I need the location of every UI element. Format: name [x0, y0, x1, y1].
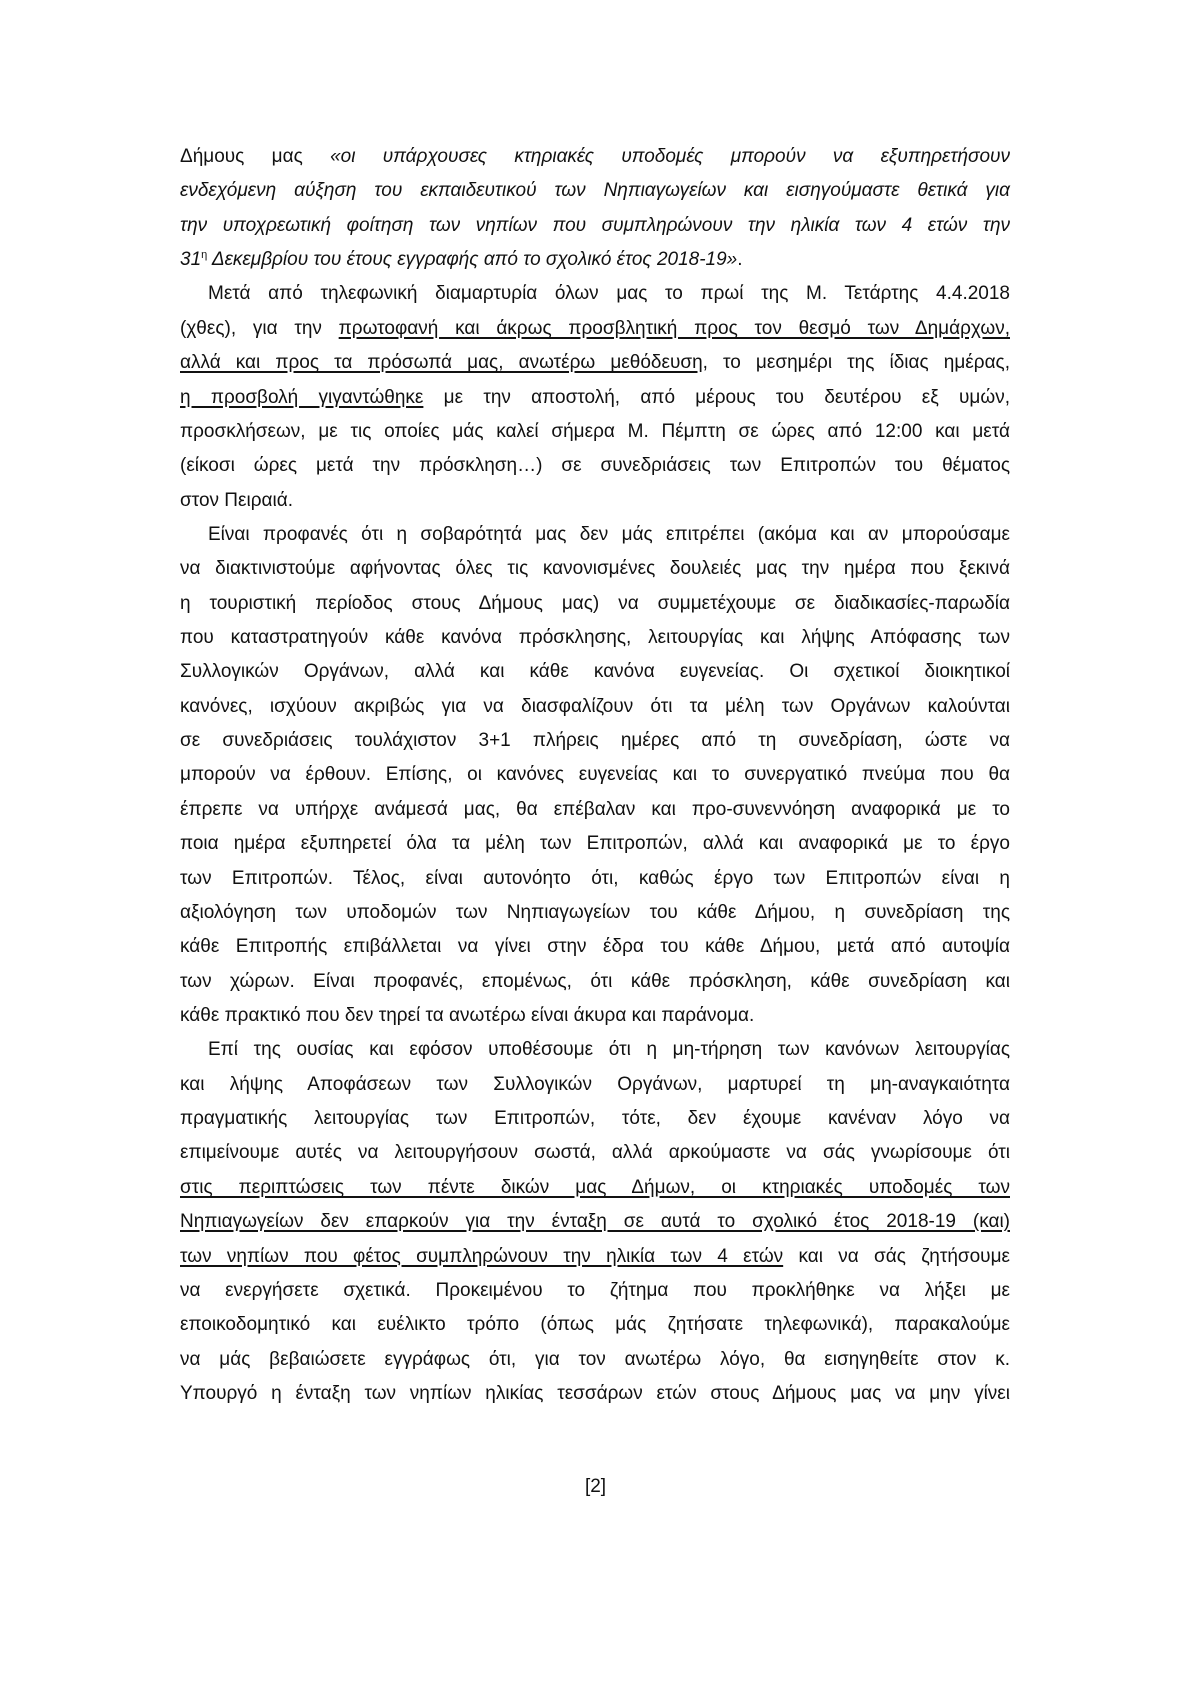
- line-content: [180, 415, 1010, 449]
- text-segment: κάθε Επιτροπής επιβάλλεται να γίνει στην έδρα του κάθε Δήμου, μετά από αυτοψία: [180, 936, 1010, 958]
- line-content: [180, 1033, 1010, 1067]
- text-line: [180, 587, 1010, 621]
- underlined-text: πρωτοφανή και άκρως προσβλητική προς τον θεσμό των Δημάρχων,: [338, 317, 1010, 339]
- italic-quote-text: ενδεχόμενη αύξηση του εκπαιδευτικού των Νηπιαγωγείων και εισηγούμαστε θετικά για: [180, 180, 1010, 202]
- line-content: [180, 1171, 1010, 1205]
- line-content: [180, 690, 1010, 724]
- text-segment: με την αποστολή, από μέρους του δευτέρου εξ υμών,: [423, 386, 1010, 408]
- italic-quote-text: Δεκεμβρίου του έτους εγγραφής από το σχολικό έτος 2018-19»: [207, 249, 738, 271]
- line-content: [180, 758, 1010, 792]
- paragraph: [180, 277, 1010, 518]
- text-line: [180, 552, 1010, 586]
- text-segment: επιμείνουμε αυτές να λειτουργήσουν σωστά, αλλά αρκούμαστε να σάς γνωρίσουμε ότι: [180, 1142, 1010, 1164]
- text-segment: (είκοσι ώρες μετά την πρόσκληση…) σε συνεδριάσεις των Επιτροπών του θέματος: [180, 455, 1010, 477]
- text-line: [180, 930, 1010, 964]
- underlined-text: η προσβολή γιγαντώθηκε: [180, 386, 424, 408]
- text-line: [180, 1308, 1010, 1342]
- text-segment: και να σάς ζητήσουμε: [783, 1245, 1010, 1267]
- line-content: [180, 346, 1010, 380]
- line-content: [180, 724, 1010, 758]
- text-line: [180, 965, 1010, 999]
- body-text: [180, 140, 1010, 1411]
- text-line: [180, 449, 1010, 483]
- line-content: [180, 587, 1010, 621]
- line-content: [180, 930, 1010, 964]
- line-content: [180, 1377, 1010, 1411]
- text-line: [180, 1205, 1010, 1239]
- line-content: [180, 621, 1010, 655]
- paragraph: [180, 1033, 1010, 1411]
- text-line: [180, 621, 1010, 655]
- underlined-text: αλλά και προς τα πρόσωπά μας, ανωτέρω μεθόδευση: [180, 352, 703, 374]
- text-line: [180, 415, 1010, 449]
- italic-quote-text: την υποχρεωτική φοίτηση των νηπίων που συμπληρώνουν την ηλικία των 4 ετών την: [180, 214, 1010, 236]
- line-content: [180, 827, 1010, 861]
- text-segment: στον Πειραιά.: [180, 489, 293, 511]
- text-line: [180, 1343, 1010, 1377]
- text-segment: προσκλήσεων, με τις οποίες μάς καλεί σήμερα Μ. Πέμπτη σε ώρες από 12:00 και μετά: [180, 420, 1010, 442]
- text-line: [180, 277, 1010, 311]
- page-number: [2]: [584, 1476, 607, 1497]
- text-line: [180, 827, 1010, 861]
- line-content: [180, 174, 1010, 208]
- line-content: [180, 862, 1010, 896]
- text-line: [180, 1171, 1010, 1205]
- paragraph: [180, 140, 1010, 277]
- line-content: [180, 209, 1010, 243]
- underlined-text: στις περιπτώσεις των πέντε δικών μας Δήμων, οι κτηριακές υποδομές των: [180, 1176, 1010, 1198]
- text-line: [180, 896, 1010, 930]
- text-line: [180, 1377, 1010, 1411]
- text-line: [180, 140, 1010, 174]
- paragraph: [180, 518, 1010, 1033]
- text-segment: να ενεργήσετε σχετικά. Προκειμένου το ζήτημα που προκλήθηκε να λήξει με: [180, 1279, 1010, 1301]
- text-segment: των χώρων. Είναι προφανές, επομένως, ότι κάθε πρόσκληση, κάθε συνεδρίαση και: [180, 970, 1010, 992]
- text-segment: Συλλογικών Οργάνων, αλλά και κάθε κανόνα ευγενείας. Οι σχετικοί διοικητικοί: [180, 661, 1010, 683]
- line-content: [180, 277, 1010, 311]
- text-segment: των Επιτροπών. Τέλος, είναι αυτονόητο ότι, καθώς έργο των Επιτροπών είναι η: [180, 867, 1010, 889]
- text-line: [180, 312, 1010, 346]
- text-segment: κανόνες, ισχύουν ακριβώς για να διασφαλίζουν ότι τα μέλη των Οργάνων καλούνται: [180, 695, 1010, 717]
- text-line: [180, 518, 1010, 552]
- line-content: [180, 1102, 1010, 1136]
- text-line: [180, 243, 1010, 277]
- line-content: [180, 243, 1010, 277]
- text-line: [180, 690, 1010, 724]
- line-content: [180, 552, 1010, 586]
- line-content: [180, 793, 1010, 827]
- line-content: [180, 518, 1010, 552]
- underlined-text: Νηπιαγωγείων δεν επαρκούν για την ένταξη σε αυτά το σχολικό έτος 2018-19 (και): [180, 1211, 1010, 1233]
- line-content: [180, 1136, 1010, 1170]
- text-line: [180, 793, 1010, 827]
- text-segment: και λήψης Αποφάσεων των Συλλογικών Οργάνων, μαρτυρεί τη μη-αναγκαιότητα: [180, 1073, 1010, 1095]
- italic-quote-text: 31: [180, 249, 202, 271]
- line-content: [180, 1343, 1010, 1377]
- line-content: [180, 1308, 1010, 1342]
- text-line: [180, 999, 1010, 1033]
- line-content: [180, 1205, 1010, 1239]
- text-segment: αξιολόγηση των υποδομών των Νηπιαγωγείων του κάθε Δήμου, η συνεδρίαση της: [180, 901, 1010, 923]
- text-line: [180, 1102, 1010, 1136]
- text-segment: .: [737, 249, 743, 271]
- text-line: [180, 655, 1010, 689]
- text-segment: σε συνεδριάσεις τουλάχιστον 3+1 πλήρεις ημέρες από τη συνεδρίαση, ώστε να: [180, 730, 1010, 752]
- text-segment: να μάς βεβαιώσετε εγγράφως ότι, για τον ανωτέρω λόγο, θα εισηγηθείτε στον κ.: [180, 1348, 1010, 1370]
- line-content: [180, 965, 1010, 999]
- text-line: [180, 381, 1010, 415]
- text-segment: έπρεπε να υπήρχε ανάμεσά μας, θα επέβαλαν και προ-συνεννόηση αναφορικά με το: [180, 798, 1010, 820]
- line-content: [180, 449, 1010, 483]
- text-segment: ποια ημέρα εξυπηρετεί όλα τα μέλη των Επιτροπών, αλλά και αναφορικά με το έργο: [180, 833, 1010, 855]
- line-content: [180, 999, 1010, 1033]
- line-content: [180, 381, 1010, 415]
- text-segment: κάθε πρακτικό που δεν τηρεί τα ανωτέρω είναι άκυρα και παράνομα.: [180, 1004, 755, 1026]
- text-segment: μπορούν να έρθουν. Επίσης, οι κανόνες ευγενείας και το συνεργατικό πνεύμα που θα: [180, 764, 1010, 786]
- text-line: [180, 724, 1010, 758]
- line-content: [180, 484, 1010, 518]
- text-line: [180, 1068, 1010, 1102]
- line-content: [180, 655, 1010, 689]
- text-segment: Επί της ουσίας και εφόσον υποθέσουμε ότι η μη-τήρηση των κανόνων λειτουργίας: [208, 1039, 1010, 1061]
- italic-quote-text: «οι υπάρχουσες κτηριακές υποδομές μπορούν να εξυπηρετήσουν: [330, 146, 1010, 167]
- line-content: [180, 1240, 1010, 1274]
- line-content: [180, 1068, 1010, 1102]
- text-line: [180, 484, 1010, 518]
- text-segment: η τουριστική περίοδος στους Δήμους μας) να συμμετέχουμε σε διαδικασίες-παρωδία: [180, 592, 1010, 614]
- text-segment: , το μεσημέρι της ίδιας ημέρας,: [702, 352, 1010, 374]
- text-line: [180, 1136, 1010, 1170]
- text-segment: πραγματικής λειτουργίας των Επιτροπών, τότε, δεν έχουμε κανέναν λόγο να: [180, 1108, 1010, 1130]
- underlined-text: των νηπίων που φέτος συμπληρώνουν την ηλικία των 4 ετών: [180, 1245, 784, 1267]
- text-segment: που καταστρατηγούν κάθε κανόνα πρόσκλησης, λειτουργίας και λήψης Απόφασης των: [180, 627, 1010, 649]
- text-line: [180, 758, 1010, 792]
- text-segment: να διακτινιστούμε αφήνοντας όλες τις κανονισμένες δουλειές μας την ημέρα που ξεκινά: [180, 558, 1010, 580]
- line-content: [180, 140, 1010, 174]
- text-segment: Είναι προφανές ότι η σοβαρότητά μας δεν μάς επιτρέπει (ακόμα και αν μπορούσαμε: [208, 523, 1010, 545]
- text-line: [180, 1240, 1010, 1274]
- text-line: [180, 174, 1010, 208]
- text-line: [180, 1274, 1010, 1308]
- text-segment: Υπουργό η ένταξη των νηπίων ηλικίας τεσσάρων ετών στους Δήμους μας να μην γίνει: [180, 1382, 1010, 1404]
- text-segment: Δήμους μας: [180, 146, 331, 167]
- text-segment: (χθες), για την: [180, 317, 339, 339]
- superscript-text: η: [201, 249, 208, 262]
- line-content: [180, 1274, 1010, 1308]
- text-line: [180, 862, 1010, 896]
- text-line: [180, 346, 1010, 380]
- line-content: [180, 312, 1010, 346]
- line-content: [180, 896, 1010, 930]
- text-line: [180, 209, 1010, 243]
- text-line: [180, 1033, 1010, 1067]
- text-segment: Μετά από τηλεφωνική διαμαρτυρία όλων μας το πρωί της Μ. Τετάρτης 4.4.2018: [208, 283, 1010, 305]
- text-segment: εποικοδομητικό και ευέλικτο τρόπο (όπως μάς ζητήσατε τηλεφωνικά), παρακαλούμε: [180, 1314, 1010, 1336]
